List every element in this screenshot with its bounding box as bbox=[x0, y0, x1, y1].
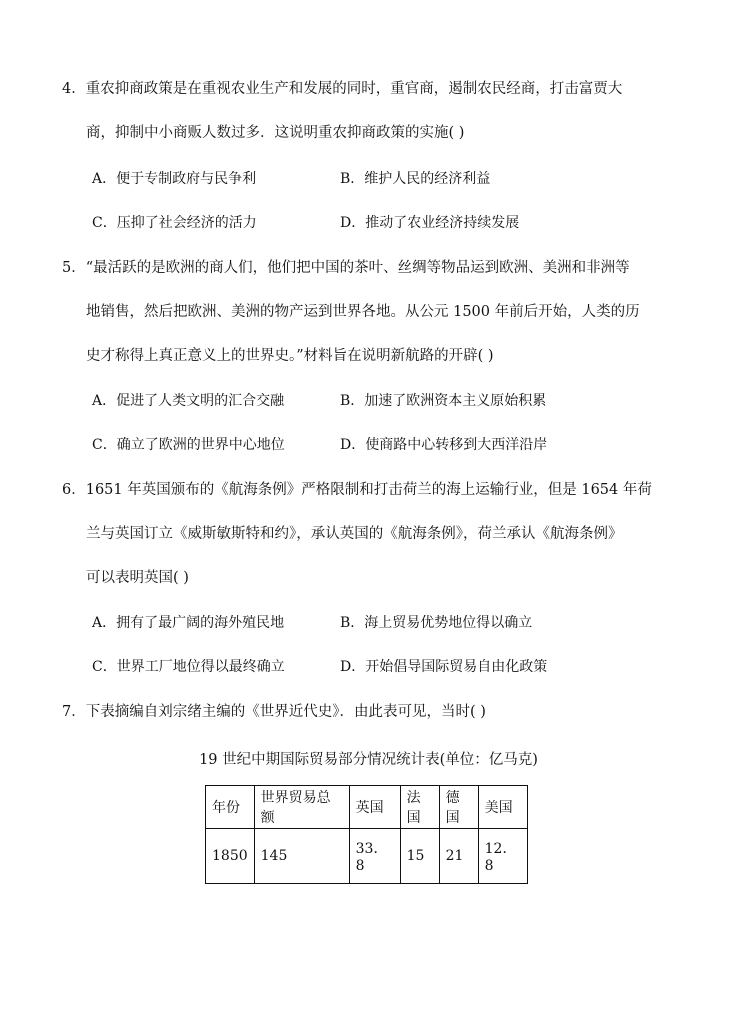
header-cell-britain: 英国 bbox=[349, 786, 400, 829]
header-cell-usa: 美国 bbox=[478, 786, 527, 829]
question-4-option-b: B．维护人民的经济利益 bbox=[340, 171, 491, 187]
header-cell-germany: 德国 bbox=[439, 786, 478, 829]
question-6-line-3: 可以表明英国( ) bbox=[86, 570, 189, 586]
question-5-line-3: 史才称得上真正意义上的世界史。”材料旨在说明新航路的开辟( ) bbox=[86, 348, 494, 364]
question-5-line-2: 地销售，然后把欧洲、美洲的物产运到世界各地。从公元 1500 年前后开始，人类的历 bbox=[86, 304, 640, 320]
question-4-option-c: C．压抑了社会经济的活力 bbox=[92, 215, 257, 231]
cell-world-total: 145 bbox=[254, 829, 349, 884]
table-header-row bbox=[206, 786, 528, 829]
question-5-option-a: A．促进了人类文明的汇合交融 bbox=[92, 393, 285, 409]
question-4-line-1: 4．重农抑商政策是在重视农业生产和发展的同时，重官商，遏制农民经商，打击富贾大 bbox=[62, 81, 623, 97]
question-6-option-c: C．世界工厂地位得以最终确立 bbox=[92, 659, 285, 675]
question-5-option-d: D．使商路中心转移到大西洋沿岸 bbox=[340, 437, 548, 453]
cell-usa: 12．8 bbox=[478, 829, 527, 884]
question-6-option-d: D．开始倡导国际贸易自由化政策 bbox=[340, 659, 548, 675]
header-cell-france: 法国 bbox=[400, 786, 439, 829]
cell-year: 1850 bbox=[206, 829, 255, 884]
question-7-line-1: 7．下表摘编自刘宗绪主编的《世界近代史》．由此表可见，当时( ) bbox=[62, 704, 486, 720]
header-cell-year: 年份 bbox=[206, 786, 255, 829]
question-5-option-b: B．加速了欧洲资本主义原始积累 bbox=[340, 393, 547, 409]
cell-france: 15 bbox=[400, 829, 439, 884]
question-4-option-a: A．便于专制政府与民争利 bbox=[92, 171, 257, 187]
question-4-line-2: 商，抑制中小商贩人数过多．这说明重农抑商政策的实施( ) bbox=[86, 125, 465, 141]
question-5-line-1: 5．“最活跃的是欧洲的商人们，他们把中国的茶叶、丝绸等物品运到欧洲、美洲和非洲等 bbox=[62, 260, 630, 276]
header-cell-world-total: 世界贸易总额 bbox=[254, 786, 349, 829]
trade-statistics-table bbox=[205, 785, 528, 884]
question-6-line-1: 6．1651 年英国颁布的《航海条例》严格限制和打击荷兰的海上运输行业，但是 1654 年荷 bbox=[62, 482, 652, 498]
question-6-line-2: 兰与英国订立《威斯敏斯特和约》，承认英国的《航海条例》，荷兰承认《航海条例》 bbox=[86, 526, 623, 542]
question-6-option-b: B．海上贸易优势地位得以确立 bbox=[340, 615, 533, 631]
question-6-option-a: A．拥有了最广阔的海外殖民地 bbox=[92, 615, 285, 631]
cell-britain: 33．8 bbox=[349, 829, 400, 884]
cell-germany: 21 bbox=[439, 829, 478, 884]
question-4-option-d: D．推动了农业经济持续发展 bbox=[340, 215, 520, 231]
question-5-option-c: C．确立了欧洲的世界中心地位 bbox=[92, 437, 285, 453]
table-row bbox=[206, 829, 528, 884]
table-caption: 19 世纪中期国际贸易部分情况统计表(单位：亿马克) bbox=[199, 752, 538, 768]
